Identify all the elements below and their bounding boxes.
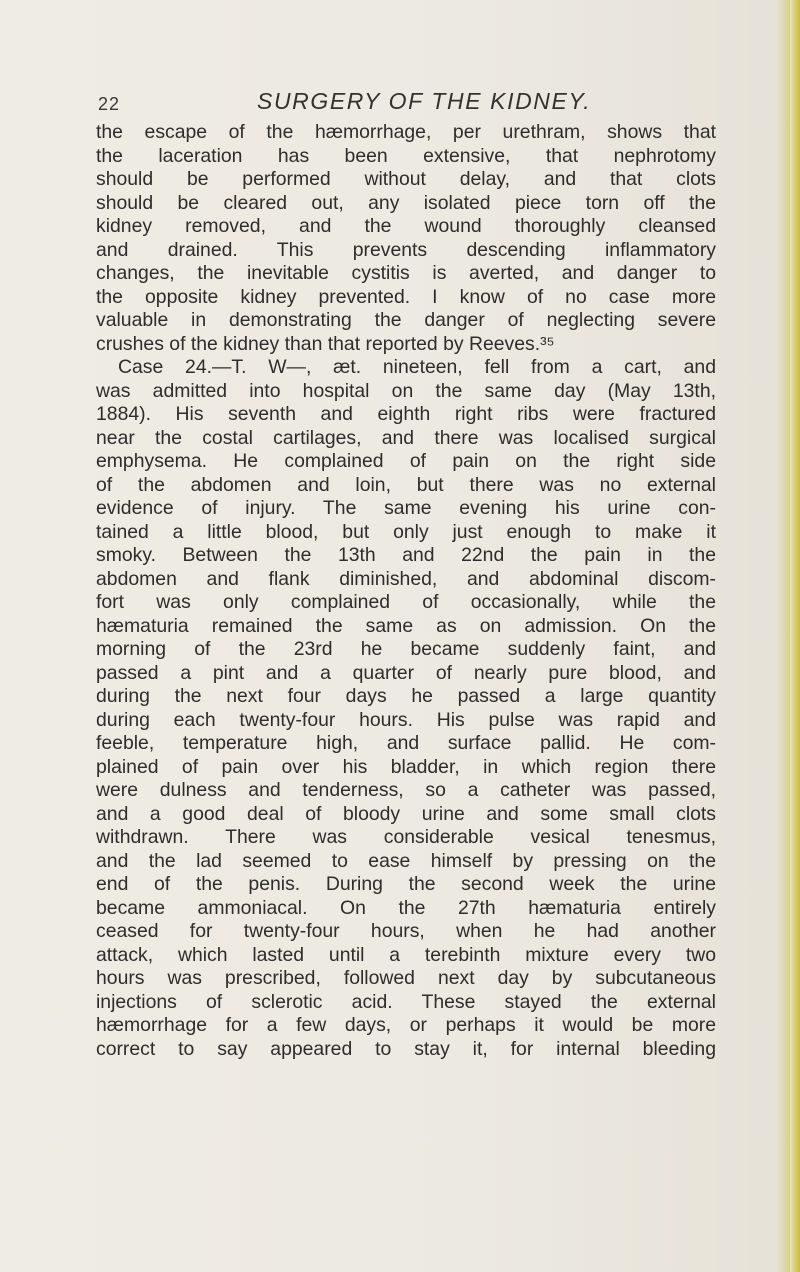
text-line: the laceration has been extensive, that nephrotomy bbox=[96, 144, 716, 167]
text-line: withdrawn. There was considerable vesical tenesmus, bbox=[96, 826, 716, 848]
text-line: hours was prescribed, followed next day by subcutaneous bbox=[96, 967, 716, 989]
text-line: and drained. This prevents descending inflammatory bbox=[96, 238, 716, 261]
text-line: fort was only complained of occasionally, while the bbox=[96, 591, 716, 613]
text-line: of the abdomen and loin, but there was no external bbox=[96, 473, 716, 496]
text-line: feeble, temperature high, and surface pallid. He com- bbox=[96, 732, 716, 754]
text-line: smoky. Between the 13th and 22nd the pain in the bbox=[96, 544, 716, 566]
text-line: near the costal cartilages, and there was localised surgical bbox=[96, 426, 716, 449]
text-line: correct to say appeared to stay it, for internal bleeding bbox=[96, 1037, 716, 1060]
text-line: injections of sclerotic acid. These stayed the external bbox=[96, 990, 716, 1013]
text-line: were dulness and tenderness, so a catheter was passed, bbox=[96, 779, 716, 801]
text-line: hæmaturia remained the same as on admission. On the bbox=[96, 614, 716, 637]
text-line: and a good deal of bloody urine and some small clots bbox=[96, 802, 716, 825]
text-line: was admitted into hospital on the same day (May 13th, bbox=[96, 379, 716, 402]
running-title: SURGERY OF THE KIDNEY. bbox=[257, 88, 592, 114]
text-line: morning of the 23rd he became suddenly faint, and bbox=[96, 638, 716, 660]
text-line: valuable in demonstrating the danger of neglecting severe bbox=[96, 309, 716, 331]
text-line: emphysema. He complained of pain on the right side bbox=[96, 450, 716, 472]
page-number: 22 bbox=[98, 94, 121, 114]
text-line: evidence of injury. The same evening his urine con- bbox=[96, 497, 716, 519]
text-line: 1884). His seventh and eighth right ribs were fractured bbox=[96, 403, 716, 425]
text-line: hæmorrhage for a few days, or perhaps it would be more bbox=[96, 1014, 716, 1036]
text-line: and the lad seemed to ease himself by pressing on the bbox=[96, 849, 716, 872]
text-line: should be performed without delay, and that clots bbox=[96, 168, 716, 190]
page-edge bbox=[790, 0, 800, 1272]
text-line: kidney removed, and the wound thoroughly cleansed bbox=[96, 215, 716, 237]
text-line: the opposite kidney prevented. I know of no case more bbox=[96, 285, 716, 308]
text-line: during the next four days he passed a large quantity bbox=[96, 685, 716, 707]
case-heading-line: Case 24.—T. W—, æt. nineteen, fell from a cart, and bbox=[118, 356, 716, 378]
text-line: crushes of the kidney than that reported by Reeves.³⁵ bbox=[96, 332, 555, 355]
text-line: during each twenty-four hours. His pulse was rapid and bbox=[96, 708, 716, 731]
text-line: ceased for twenty-four hours, when he had another bbox=[96, 920, 716, 942]
text-line: should be cleared out, any isolated piece torn off the bbox=[96, 191, 716, 214]
text-line: abdomen and flank diminished, and abdominal discom- bbox=[96, 567, 716, 590]
body-text bbox=[96, 121, 716, 1061]
text-line: attack, which lasted until a terebinth mixture every two bbox=[96, 943, 716, 966]
text-line: the escape of the hæmorrhage, per urethram, shows that bbox=[96, 121, 716, 143]
text-line: plained of pain over his bladder, in which region there bbox=[96, 755, 716, 778]
text-line: changes, the inevitable cystitis is averted, and danger to bbox=[96, 262, 716, 284]
text-line: end of the penis. During the second week the urine bbox=[96, 873, 716, 895]
text-line: tained a little blood, but only just enough to make it bbox=[96, 520, 716, 543]
text-line: became ammoniacal. On the 27th hæmaturia entirely bbox=[96, 896, 716, 919]
text-line: passed a pint and a quarter of nearly pure blood, and bbox=[96, 661, 716, 684]
running-header bbox=[0, 86, 800, 116]
